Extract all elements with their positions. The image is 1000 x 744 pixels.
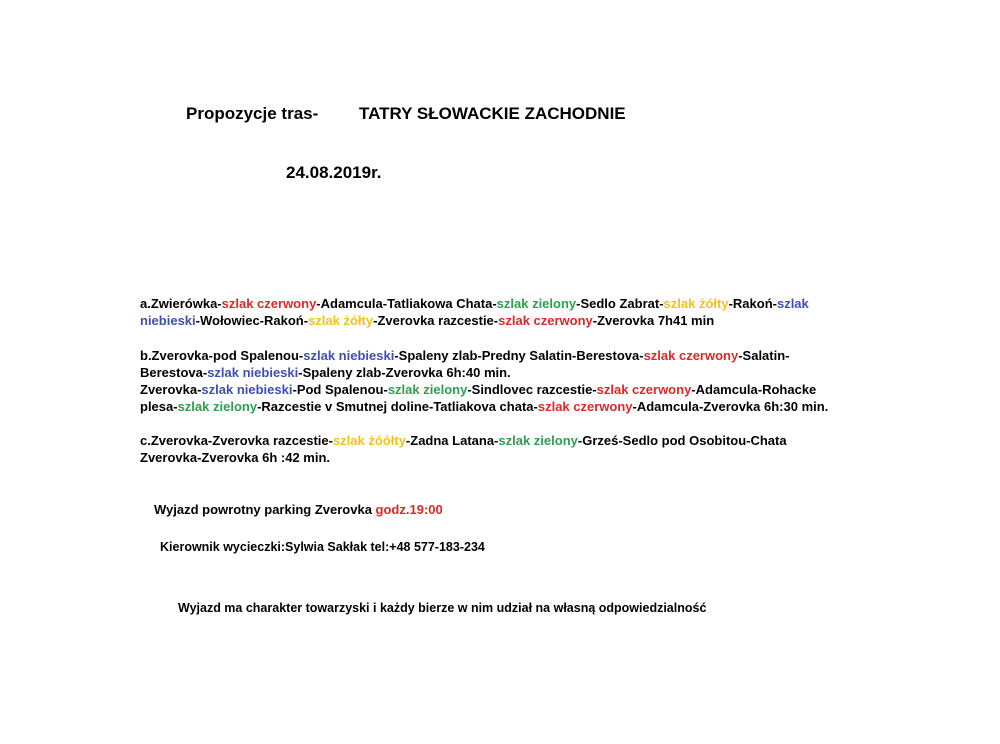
trip-date: 24.08.2019r. (286, 163, 382, 182)
route-text: -Grześ-Sedlo pod Osobitou-Chata (577, 433, 787, 448)
route-b-line-1 (140, 347, 900, 364)
trail-red: szlak czerwony (537, 399, 633, 414)
route-a-line-1 (140, 295, 900, 312)
route-text: -Zverovka razcestie- (373, 313, 499, 328)
trail-blue: szlak niebieski (303, 348, 395, 363)
trail-red: szlak czerwony (221, 296, 317, 311)
departure-info (154, 502, 443, 517)
route-text: Zverovka- (140, 382, 202, 397)
route-text: -Pod Spalenou- (292, 382, 388, 397)
trail-blue: szlak niebieski (201, 382, 293, 397)
trail-blue: niebieski (140, 313, 196, 328)
route-b-line-3 (140, 381, 900, 398)
route-text: Berestova- (140, 365, 208, 380)
route-text: -Rakoń- (728, 296, 777, 311)
trail-yellow: szlak żóółty (332, 433, 406, 448)
route-text: a.Zwierówka- (140, 296, 222, 311)
route-a (140, 295, 900, 329)
route-text: -Spaleny zlab-Zverovka 6h:40 min. (298, 365, 511, 380)
trail-blue: szlak niebieski (207, 365, 299, 380)
trail-yellow: szlak żółty (663, 296, 729, 311)
route-text: -Razcestie v Smutnej doline-Tatliakova chata- (257, 399, 538, 414)
route-text: -Wołowiec-Rakoń- (195, 313, 309, 328)
trail-red: szlak czerwony (643, 348, 739, 363)
route-b-line-4 (140, 398, 900, 415)
route-c (140, 432, 900, 466)
page-title: TATRY SŁOWACKIE ZACHODNIE (359, 104, 626, 123)
disclaimer-note: Wyjazd ma charakter towarzyski i każdy bierze w nim udział na własną odpowiedzialność (178, 601, 707, 615)
route-text: plesa- (140, 399, 178, 414)
route-text: -Adamcula-Tatliakowa Chata- (316, 296, 497, 311)
route-a-line-2 (140, 312, 900, 329)
route-b (140, 347, 900, 415)
route-text: b.Zverovka-pod Spalenou- (140, 348, 304, 363)
route-text: -Adamcula-Rohacke (691, 382, 817, 397)
trip-leader-contact: Kierownik wycieczki:Sylwia Sakłak tel:+48 577-183-234 (160, 540, 485, 554)
route-text: -Sindlovec razcestie- (467, 382, 597, 397)
departure-time: godz.19:00 (375, 502, 443, 517)
page-title-prefix: Propozycje tras- (186, 104, 319, 123)
trail-blue: szlak (776, 296, 809, 311)
trail-yellow: szlak żółty (308, 313, 374, 328)
route-text: -Sedlo Zabrat- (576, 296, 664, 311)
route-text: -Zadna Latana- (405, 433, 499, 448)
trail-green: szlak zielony (177, 399, 258, 414)
route-b-line-2 (140, 364, 900, 381)
route-text: c.Zverovka-Zverovka razcestie- (140, 433, 333, 448)
departure-text: Wyjazd powrotny parking Zverovka (154, 502, 376, 517)
route-text: -Zverovka 7h41 min (592, 313, 715, 328)
route-text: Zverovka-Zverovka 6h :42 min. (140, 450, 331, 465)
trail-green: szlak zielony (387, 382, 468, 397)
trail-red: szlak czerwony (498, 313, 593, 328)
trail-green: szlak zielony (498, 433, 578, 448)
trail-red: szlak czerwony (596, 382, 692, 397)
route-c-line-2 (140, 449, 900, 466)
route-c-line-1 (140, 432, 900, 449)
route-text: -Spaleny zlab-Predny Salatin-Berestova- (394, 348, 644, 363)
route-text: -Adamcula-Zverovka 6h:30 min. (632, 399, 829, 414)
route-text: -Salatin- (738, 348, 790, 363)
trail-green: szlak zielony (496, 296, 577, 311)
